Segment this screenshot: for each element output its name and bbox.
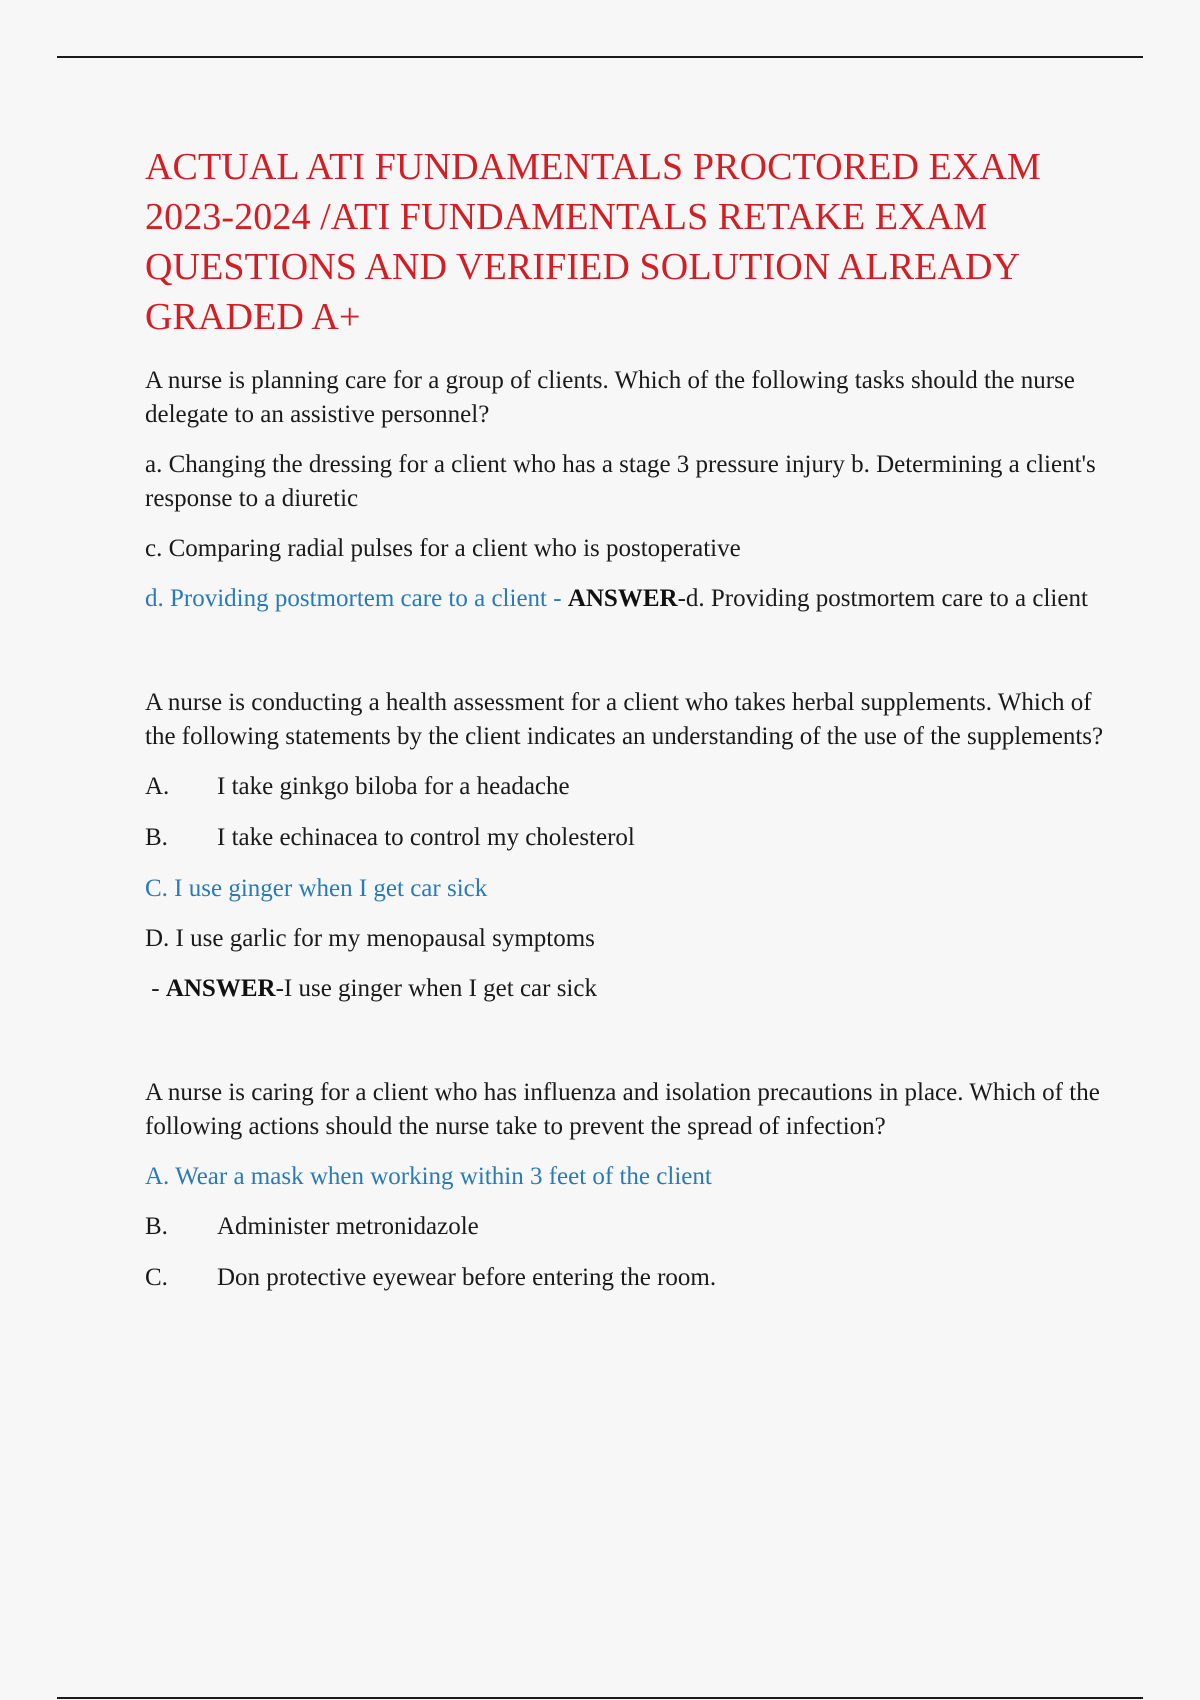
- question-3-option-b: [145, 1210, 1105, 1244]
- option-letter: B.: [145, 824, 168, 851]
- question-3-correct-option: A. Wear a mask when working within 3 feet of the client: [145, 1163, 712, 1190]
- question-2-option-b: [145, 821, 1105, 855]
- question-1: A nurse is planning care for a group of clients. Which of the following tasks should the nurse delegate to an assistive personnel?: [145, 367, 1075, 428]
- spacer: [145, 1022, 1105, 1076]
- question-2-option-a: [145, 770, 1105, 804]
- document-title: ACTUAL ATI FUNDAMENTALS PROCTORED EXAM 2023-2024 /ATI FUNDAMENTALS RETAKE EXAM QUESTIONS AND VERIFIED SOLUTION ALREADY GRADED A+: [145, 146, 1041, 338]
- option-letter: C.: [145, 1264, 168, 1291]
- answer-label: ANSWER: [567, 585, 678, 612]
- option-text: Don protective eyewear before entering the room.: [217, 1264, 717, 1291]
- question-3: A nurse is caring for a client who has influenza and isolation precautions in place. Which of the following actions should the nurse take to prevent the spread of infection?: [145, 1079, 1100, 1140]
- option-letter: A.: [145, 773, 170, 800]
- footer-rule: [57, 1697, 1143, 1699]
- question-1-option-d-answer: [145, 582, 1105, 616]
- question-2-option-d: D. I use garlic for my menopausal symptoms: [145, 925, 595, 952]
- option-text: I take ginkgo biloba for a headache: [217, 773, 570, 800]
- option-letter: B.: [145, 1213, 168, 1240]
- option-text: Administer metronidazole: [217, 1213, 479, 1240]
- spacer: [145, 632, 1105, 686]
- option-text: I take echinacea to control my cholesterol: [217, 824, 635, 851]
- question-2-answer: [145, 972, 1105, 1006]
- header-rule: [57, 56, 1143, 58]
- answer-text: -d. Providing postmortem care to a client: [677, 585, 1088, 612]
- question-2-correct-option: C. I use ginger when I get car sick: [145, 875, 488, 902]
- question-1-option-ab: a. Changing the dressing for a client who has a stage 3 pressure injury b. Determining a client's response to a diuretic: [145, 451, 1096, 512]
- question-2: A nurse is conducting a health assessment for a client who takes herbal supplements. Which of the following statements by the client indicates an understanding of the use of the supplements?: [145, 689, 1104, 750]
- document-content: [145, 142, 1105, 1312]
- question-1-option-c: c. Comparing radial pulses for a client who is postoperative: [145, 535, 741, 562]
- answer-label: ANSWER: [165, 975, 276, 1002]
- answer-text: -I use ginger when I get car sick: [275, 975, 597, 1002]
- question-3-option-c: [145, 1261, 1105, 1295]
- answer-prefix: -: [145, 975, 166, 1002]
- question-1-correct-option: d. Providing postmortem care to a client -: [145, 585, 568, 612]
